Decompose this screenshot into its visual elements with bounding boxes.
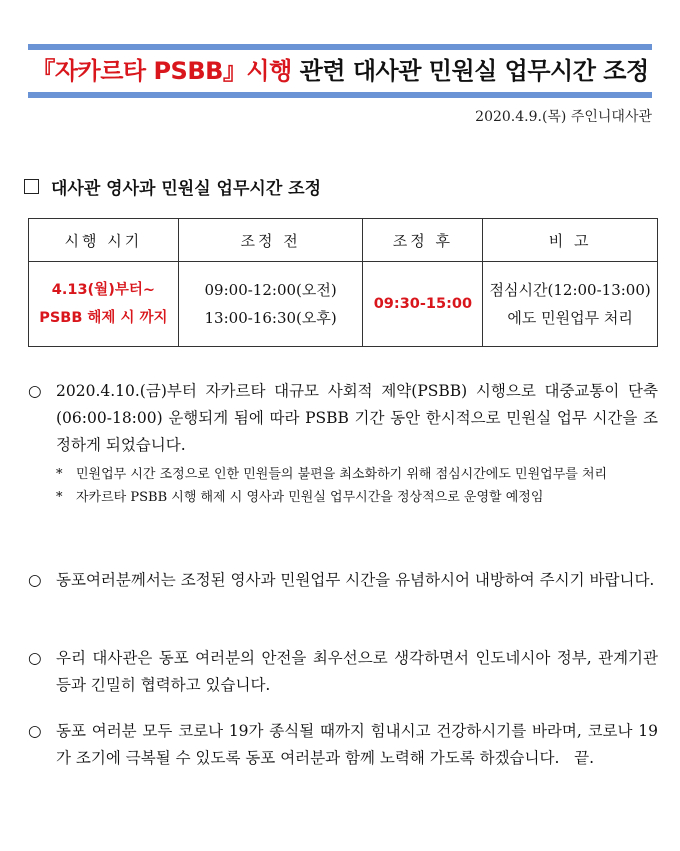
checkbox-icon xyxy=(24,179,39,194)
bullet-icon: ○ xyxy=(28,722,42,740)
note-2-text: 자카르타 PSBB 시행 해제 시 영사과 민원실 업무시간을 정상적으로 운영할 예정임 xyxy=(76,490,544,505)
bullet-icon: ○ xyxy=(28,382,42,400)
title-highlight: 『자카르타 PSBB』시행 xyxy=(31,57,292,85)
asterisk-icon: * xyxy=(56,490,63,505)
paragraph-3-text: 우리 대사관은 동포 여러분의 안전을 최우선으로 생각하면서 인도네시아 정부, 관계기관 등과 긴밀히 협력하고 있습니다. xyxy=(56,649,658,694)
before-line-1: 09:00-12:00(오전) xyxy=(204,281,337,299)
cell-after: 09:30-15:00 xyxy=(363,262,483,347)
title-top-bar xyxy=(28,44,652,50)
table-row xyxy=(29,262,658,347)
table-header-row xyxy=(29,219,658,262)
paragraph-3 xyxy=(28,645,658,699)
bullet-icon: ○ xyxy=(28,571,42,589)
cell-note xyxy=(483,262,658,347)
paragraph-2 xyxy=(28,567,658,594)
period-line-1: 4.13(월)부터~ xyxy=(51,282,155,298)
before-line-2: 13:00-16:30(오후) xyxy=(204,309,337,327)
header-note: 비 고 xyxy=(483,219,658,262)
note-1-text: 민원업무 시간 조정으로 인한 민원들의 불편을 최소화하기 위해 점심시간에도 민원업무를 처리 xyxy=(76,467,608,482)
paragraph-4-text xyxy=(56,718,658,772)
end-mark: 끝. xyxy=(574,749,595,767)
schedule-table xyxy=(28,218,658,347)
asterisk-icon: * xyxy=(56,467,63,482)
section-heading-text: 대사관 영사과 민원실 업무시간 조정 xyxy=(51,179,322,199)
cell-before xyxy=(178,262,363,347)
paragraph-1-text: 2020.4.10.(금)부터 자카르타 대규모 사회적 제약(PSBB) 시행으로 대중교통이 단축(06:00-18:00) 운행되게 됨에 따라 PSBB 기간 동안 한시적으로 민원실 업무 시간을 조정하게 되었습니다. xyxy=(56,382,658,454)
note-line-2: 에도 민원업무 처리 xyxy=(507,309,633,327)
paragraph-4-body: 동포 여러분 모두 코로나 19가 종식될 때까지 힘내시고 건강하시기를 바라며, 코로나 19가 조기에 극복될 수 있도록 동포 여러분과 함께 노력해 가도록 하겠습니다. xyxy=(56,722,658,767)
bullet-icon: ○ xyxy=(28,649,42,667)
page-title xyxy=(28,52,652,90)
paragraph-1 xyxy=(28,378,658,509)
paragraph-2-text: 동포여러분께서는 조정된 영사과 민원업무 시간을 유념하시어 내방하여 주시기 바랍니다. xyxy=(56,571,655,589)
date-line: 2020.4.9.(목) 주인니대사관 xyxy=(475,109,652,125)
section-heading xyxy=(24,174,321,199)
note-2 xyxy=(56,486,658,509)
header-after: 조정 후 xyxy=(363,219,483,262)
cell-period xyxy=(29,262,179,347)
title-rest: 관련 대사관 민원실 업무시간 조정 xyxy=(291,57,649,85)
note-1 xyxy=(56,463,658,486)
header-period: 시행 시기 xyxy=(29,219,179,262)
title-bottom-bar xyxy=(28,92,652,98)
paragraph-4 xyxy=(28,718,658,772)
note-line-1: 점심시간(12:00-13:00) xyxy=(489,281,651,299)
header-before: 조정 전 xyxy=(178,219,363,262)
period-line-2: PSBB 해제 시 까지 xyxy=(39,310,168,326)
